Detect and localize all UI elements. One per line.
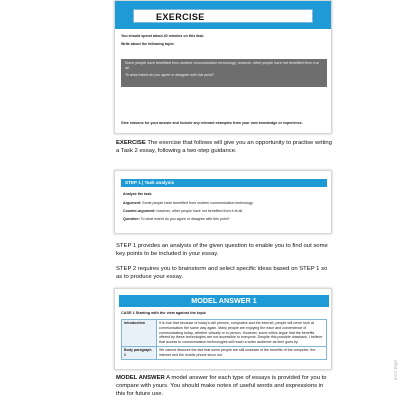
- step1-header-text: STEP 1 | Task analysis: [125, 180, 175, 185]
- exercise-prompt-2: To what extent do you agree or disagree with this point?: [125, 73, 214, 77]
- row-label: Introduction: [122, 320, 157, 347]
- exercise-instruction-1: You should spend about 40 minutes on this task.: [121, 34, 205, 38]
- counter-label: Counter-argument:: [123, 209, 156, 213]
- model-caption-label: MODEL ANSWER: [116, 375, 165, 381]
- exercise-title: EXERCISE: [156, 12, 205, 22]
- model-answer-table: [121, 319, 327, 360]
- exercise-prompt-1: Some people have benefited from modern communication technology; however, other people have not benefited from it at all.: [125, 61, 319, 70]
- model-answer-card: [114, 288, 332, 370]
- counter-text: however, other people have not benefited from it at all.: [155, 209, 244, 213]
- step1-card: [114, 170, 332, 234]
- argument-text: Some people have benefited from modern communication technology.: [141, 201, 254, 205]
- table-row: [122, 346, 327, 359]
- step2-caption: STEP 2 requires you to brainstorm and select specific ideas based on STEP 1 so as to produce your essay.: [116, 266, 328, 280]
- exercise-caption-label: EXERCISE: [116, 140, 146, 146]
- row-text: It is true that because of today's cell phones, computers and the internet, people will never look at communication the same way again. Many people are enjoying the ease and convenience of communicating today, whether virtually or in person. However, some critics argue that the benefits offered by these technologies are not accessible to everyone. Despite this possible drawback, I believe that access to communication technologies will reach a wider audience as time goes by.: [157, 320, 327, 347]
- row-text: We cannot discount the fact that some people are still unaware of the benefits of the computer, the internet and the mobile phone since not: [157, 346, 327, 359]
- exercise-prompt-box: [121, 59, 327, 87]
- step1-counter: [123, 209, 327, 214]
- exercise-caption: [116, 139, 334, 155]
- row-label: Body paragraph 1: [122, 346, 157, 359]
- question-text: To what extent do you agree or disagree with this point?: [139, 217, 230, 221]
- model-answer-case: CASE 1 Starting with the view against the topic: [121, 311, 207, 315]
- model-answer-caption: [116, 374, 334, 398]
- exercise-caption-text: The exercise that follows will give you an opportunity to practise writing a Task 2 essay, following a two-step guidance.: [116, 140, 332, 154]
- watermark: eflet.com: [392, 360, 398, 381]
- step1-question: [123, 217, 327, 222]
- exercise-reasons: Give reasons for your answer and include any relevant examples from your own knowledge or experience.: [121, 121, 303, 125]
- step1-analyse: Analyse the task.: [123, 192, 153, 196]
- step1-argument: [123, 201, 327, 206]
- exercise-instruction-2: Write about the following topic:: [121, 42, 175, 46]
- model-caption-text: A model answer for each type of essays is provided for you to compare with yours. You should make notes of useful words and expressions in this for future use.: [116, 375, 327, 397]
- question-label: Question:: [123, 217, 140, 221]
- step1-caption: STEP 1 provides an analysis of the given question to enable you to find out some key points to be included in your essay.: [116, 243, 328, 257]
- exercise-title-box: [133, 9, 313, 23]
- argument-label: Argument:: [123, 201, 142, 205]
- model-answer-title: MODEL ANSWER 1: [119, 295, 329, 307]
- table-row: [122, 320, 327, 347]
- step1-header: [121, 179, 327, 187]
- exercise-card: [114, 0, 332, 134]
